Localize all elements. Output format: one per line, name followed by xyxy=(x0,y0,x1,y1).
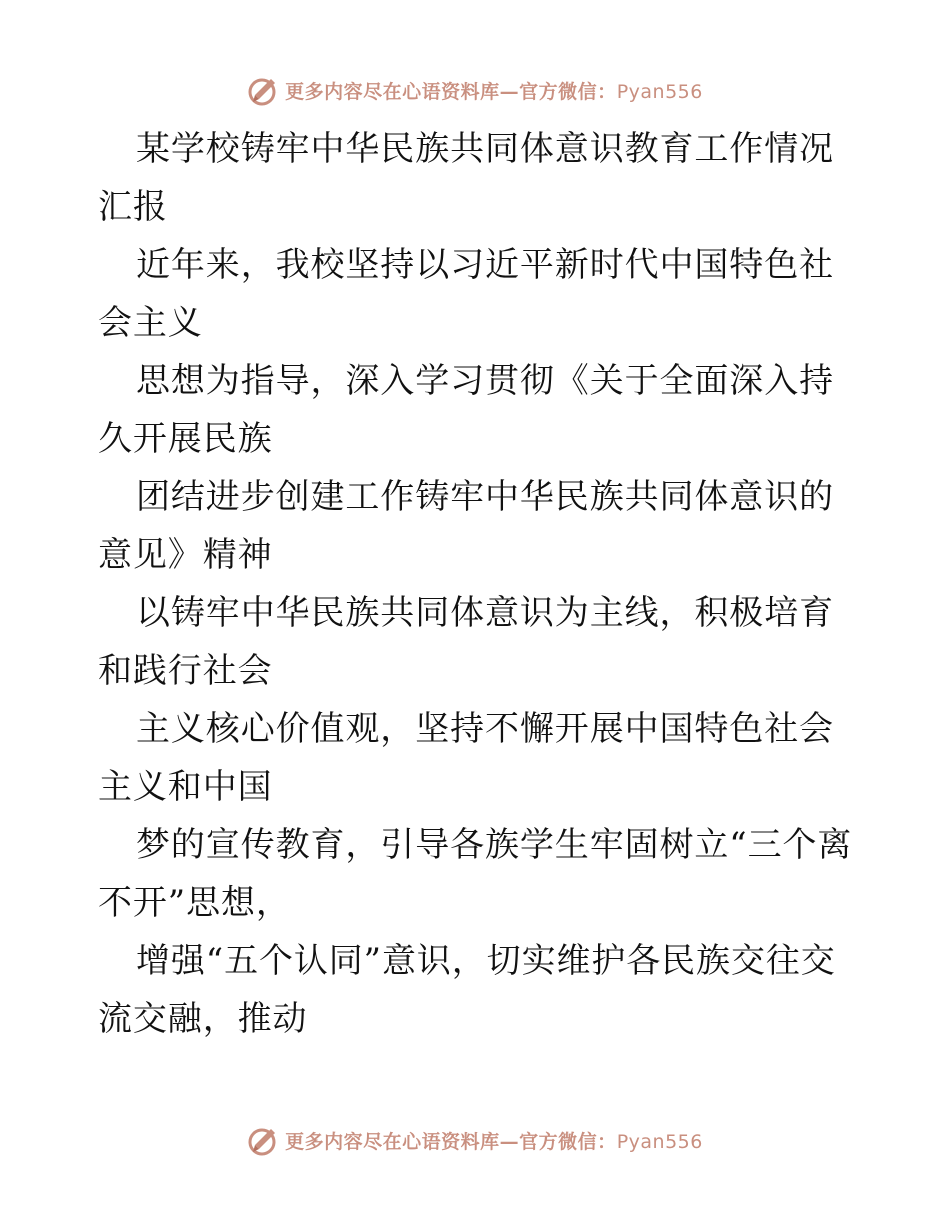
paragraph: 主义核心价值观，坚持不懈开展中国特色社会主义和中国 xyxy=(98,709,834,807)
footer-watermark xyxy=(0,1120,950,1160)
paragraph: 近年来，我校坚持以习近平新时代中国特色社会主义 xyxy=(98,245,834,343)
watermark-account: Pyan556 xyxy=(616,1130,703,1153)
watermark-account: Pyan556 xyxy=(616,80,703,103)
document-body xyxy=(98,120,858,1048)
paragraph: 增强“五个认同”意识，切实维护各民族交往交流交融，推动 xyxy=(98,941,836,1039)
pen-logo-icon xyxy=(247,1123,281,1157)
watermark-dash: — xyxy=(499,80,520,103)
document-title: 某学校铸牢中华民族共同体意识教育工作情况汇报 xyxy=(98,129,834,227)
watermark-prefix: 更多内容尽在心语资料库 xyxy=(285,80,500,103)
pen-logo-icon xyxy=(247,73,281,107)
watermark-dash: — xyxy=(499,1130,520,1153)
watermark-suffix: 官方微信： xyxy=(519,80,617,103)
watermark-text xyxy=(285,1127,703,1154)
watermark-prefix: 更多内容尽在心语资料库 xyxy=(285,1130,500,1153)
header-watermark xyxy=(0,70,950,110)
paragraph: 团结进步创建工作铸牢中华民族共同体意识的意见》精神 xyxy=(98,477,834,575)
paragraph: 以铸牢中华民族共同体意识为主线，积极培育和践行社会 xyxy=(98,593,834,691)
watermark-suffix: 官方微信： xyxy=(519,1130,617,1153)
paragraph: 梦的宣传教育，引导各族学生牢固树立“三个离不开”思想， xyxy=(98,825,853,923)
paragraph: 思想为指导，深入学习贯彻《关于全面深入持久开展民族 xyxy=(98,361,834,459)
watermark-text xyxy=(285,77,703,104)
